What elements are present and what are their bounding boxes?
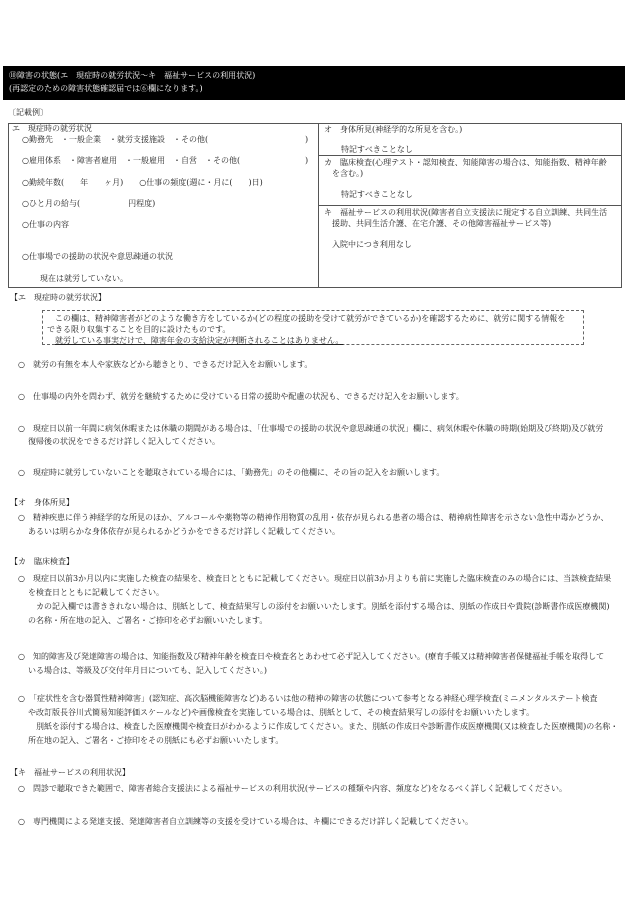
bullet-cont: カの記入欄では書ききれない場合は、別紙として、検査結果写しの添付をお願いいたします。別紙を添付する場合は、別紙の作成日や貴院(診断書作成医療機関) <box>36 602 610 611</box>
notice-line-3: 就労している事実だけで、障害年金の支給決定が判断されることはありません。 <box>55 336 344 345</box>
form-ka-title-1: カ 臨床検査(心理テスト・認知検査、知能障害の場合は、知能指数、精神年齢 <box>324 158 607 167</box>
bullet-cont: 復帰後の状況をできるだけ詳しく記入してください。 <box>28 437 220 446</box>
example-label: 〔記載例〕 <box>8 108 48 117</box>
form-ka-value: 特記すべきことなし <box>341 190 413 199</box>
section-header <box>3 66 625 100</box>
form-ki-value: 入院中につき利用なし <box>332 240 412 249</box>
bullet: ○ 現症日以前3か月以内に実施した検査の結果を、検査日とともに記載してください。現症日以前3か月よりも前に実施した臨床検査のみの場合には、当該検査結果 <box>18 574 612 583</box>
form-content: ○仕事の内容 <box>22 220 69 229</box>
bullet: ○ 現症時に就労していないことを聴取されている場合には、「勤務先」のその他欄に、その旨の記入をお願いします。 <box>18 468 445 477</box>
form-workplace: ○勤務先 ・一般企業 ・就労支援施設 ・その他( <box>22 135 209 144</box>
form-ki-title-1: キ 福祉サービスの利用状況(障害者自立支援法に規定する自立訓練、共同生活 <box>324 208 608 217</box>
notice-line-1: この欄は、精神障害者がどのような働き方をしているか(どの程度の援助を受けて就労ができているか)を確認するために、就労に関する情報を <box>55 314 566 323</box>
bullet-cont: 別紙を添付する場合は、検査した医療機関や検査日がわかるように作成してください。また、別紙の作成日や診断書作成医療機関(又は検査した医療機関)の名称・ <box>36 722 619 731</box>
form-support: ○仕事場での援助の状況や意思疎通の状況 <box>22 252 173 261</box>
section-o-title: 【オ 身体所見】 <box>10 498 74 507</box>
bullet: ○ 現症日以前一年間に病気休暇または休職の期間がある場合は、「仕事場での援助の状況や意思疎通の状況」欄に、病気休暇や休職の時期(始期及び終期)及び就労 <box>18 424 604 433</box>
header-line-2: (再認定のための障害状態確認届では⑥欄になります。) <box>9 84 203 93</box>
bullet-cont: いる場合は、等級及び交付年月日についても、記入してください。) <box>28 666 267 675</box>
bullet-cont: や改訂版長谷川式簡易知能評価スケールなど)や画像検査を実施している場合は、別紙として、その検査結果写しの添付をお願いいたします。 <box>28 708 535 717</box>
bullet-cont: 所在地の記入、ご署名・ご捺印をその別紙にも必ずお願いいたします。 <box>28 736 284 745</box>
bullet: ○ 問診で聴取できた範囲で、障害者総合支援法による福祉サービスの利用状況(サービスの種類や内容、頻度など)をなるべく詳しく記載してください。 <box>18 784 568 793</box>
bullet: ○ 専門機関による発達支援、発達障害者自立訓練等の支援を受けている場合は、キ欄にできるだけ詳しく記載してください。 <box>18 817 473 826</box>
form-years: ○勤続年数( 年 ヶ月) ○仕事の頻度(週に・月に( )日) <box>22 178 263 187</box>
form-ka-title-2: を含む。) <box>332 169 364 178</box>
row-divider <box>318 155 622 156</box>
section-ki-title: 【キ 福祉サービスの利用状況】 <box>10 768 130 777</box>
bullet-cont: あるいは明らかな身体依存が見られるかどうかをできるだけ詳しく記載してください。 <box>28 527 340 536</box>
form-salary: ○ひと月の給与( 円程度) <box>22 199 156 208</box>
header-line-1: ⑩障害の状態(エ 現症時の就労状況～キ 福祉サービスの利用状況) <box>9 71 256 80</box>
close-paren: ) <box>305 135 309 144</box>
bullet: ○ 知的障害及び発達障害の場合は、知能指数及び精神年齢を検査日や検査名とあわせて必ず記入してください。(療育手帳又は精神障害者保健福祉手帳を取得して <box>18 652 605 661</box>
bullet-cont: の名称・所在地の記入、ご署名・ご捺印を必ずお願いいたします。 <box>28 616 268 625</box>
form-employment: ○雇用体系 ・障害者雇用 ・一般雇用 ・自営 ・その他( <box>22 156 241 165</box>
form-o-title: オ 身体所見(神経学的な所見を含む。) <box>324 125 463 134</box>
bullet: ○ 精神疾患に伴う神経学的な所見のほか、アルコールや薬物等の精神作用物質の乱用・依存が見られる患者の場合は、精神病性障害を示さない急性中毒かどうか、 <box>18 513 609 522</box>
bullet: ○ 仕事場の内外を問わず、就労を継続するために受けている日常の援助や配慮の状況も、できるだけ記入をお願いします。 <box>18 392 464 401</box>
bullet: ○ 就労の有無を本人や家族などから聴きとり、できるだけ記入をお願いします。 <box>18 360 313 369</box>
section-e-title: 【エ 現症時の就労状況】 <box>10 293 106 302</box>
form-support-value: 現在は就労していない。 <box>40 274 128 283</box>
close-paren: ) <box>305 156 309 165</box>
bullet: ○ 「症状性を含む器質性精神障害」(認知症、高次脳機能障害など)あるいは他の精神の障害の状態について参考となる神経心理学検査(ミニメンタルステート検査 <box>18 694 598 703</box>
form-e-title: エ 現症時の就労状況 <box>12 124 92 133</box>
form-o-value: 特記すべきことなし <box>341 145 413 154</box>
section-ka-title: 【カ 臨床検査】 <box>10 557 74 566</box>
row-divider <box>318 205 622 206</box>
form-ki-title-2: 援助、共同生活介護、在宅介護、その他障害福祉サービス等) <box>332 219 552 228</box>
notice-line-2: できる限り収集することを目的に設けたものです。 <box>47 325 231 334</box>
bullet-cont: を検査日とともに記載してください。 <box>28 588 164 597</box>
